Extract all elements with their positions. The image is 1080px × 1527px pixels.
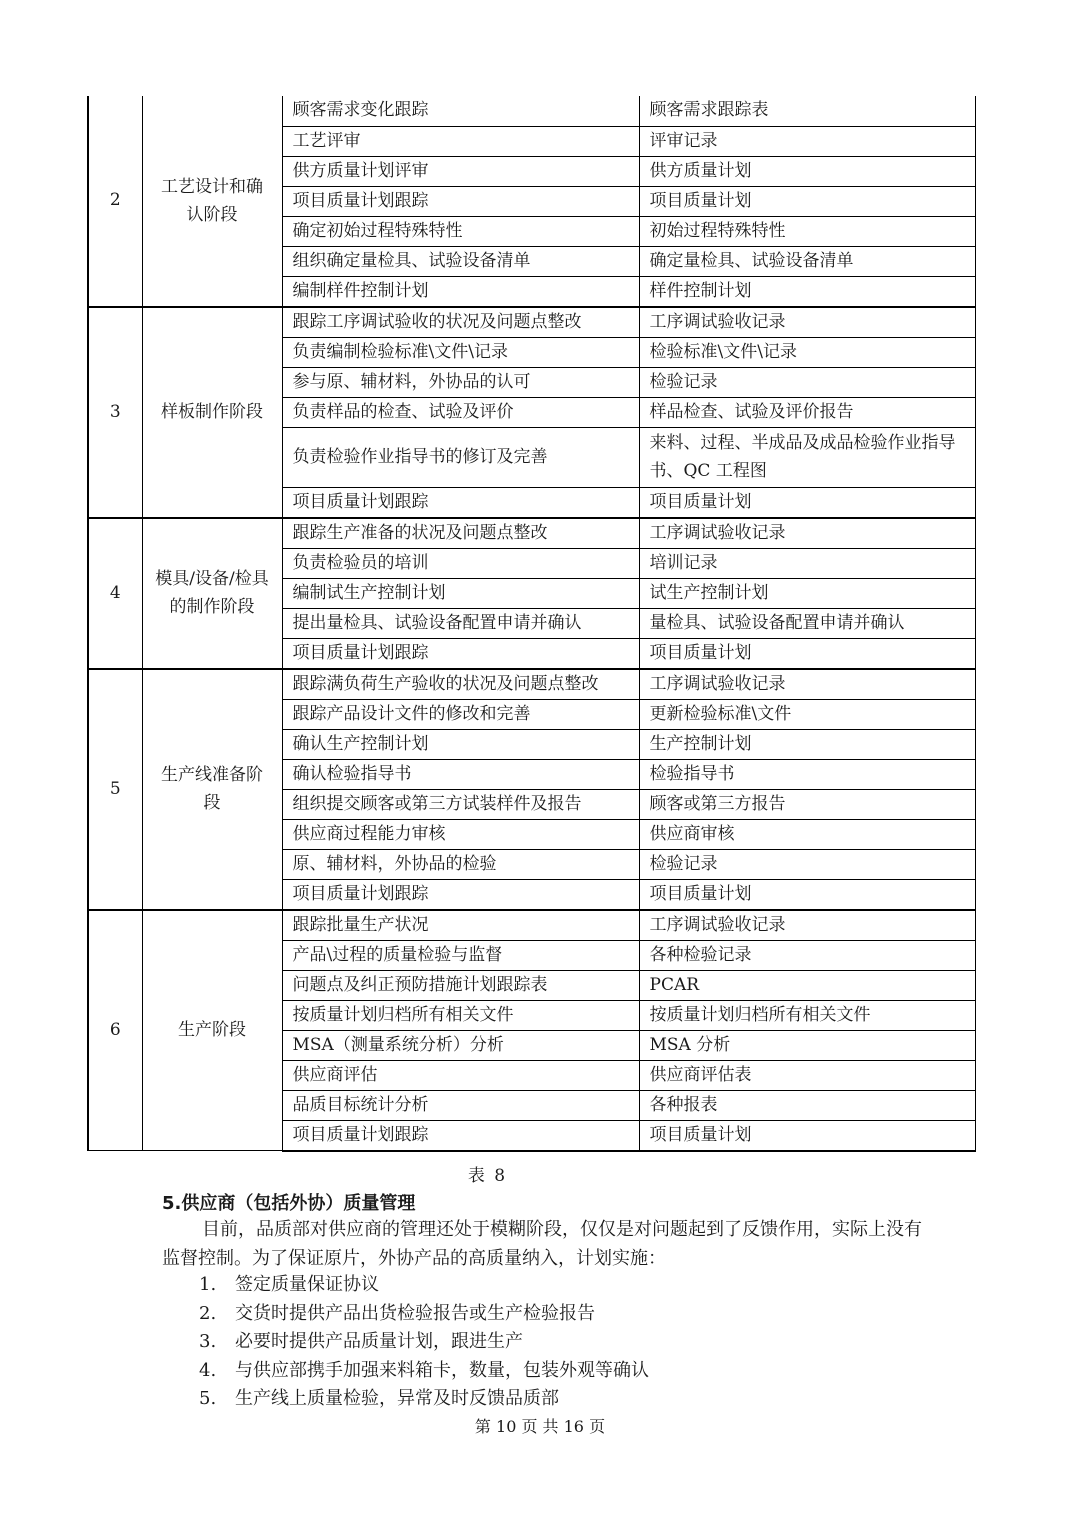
record-cell: 工序调试验收记录 (639, 518, 975, 549)
record-cell: 各种报表 (639, 1090, 975, 1120)
task-cell: 供应商过程能力审核 (282, 819, 639, 849)
record-cell: 项目质量计划 (639, 879, 975, 910)
task-cell: 负责编制检验标准\文件\记录 (282, 337, 639, 367)
section-title: 5.供应商（包括外协）质量管理 (162, 1193, 416, 1214)
record-cell: 培训记录 (639, 548, 975, 578)
plan-item (199, 1385, 649, 1414)
record-cell: 顾客或第三方报告 (639, 789, 975, 819)
task-cell: 负责检验员的培训 (282, 548, 639, 578)
record-cell: 样件控制计划 (639, 276, 975, 307)
phase-name: 生产阶段 (142, 910, 282, 1151)
plan-item-number: 2. (199, 1302, 217, 1324)
phase-group (88, 910, 975, 1151)
task-cell: 负责检验作业指导书的修订及完善 (282, 427, 639, 487)
record-cell: 供方质量计划 (639, 156, 975, 186)
quality-plan-table (87, 96, 976, 1152)
phase-number: 2 (88, 96, 142, 307)
record-cell: 初始过程特殊特性 (639, 216, 975, 246)
record-cell: 项目质量计划 (639, 186, 975, 216)
plan-item-text: 交货时提供产品出货检验报告或生产检验报告 (235, 1302, 595, 1324)
task-cell: 供应商评估 (282, 1060, 639, 1090)
task-cell: 项目质量计划跟踪 (282, 1120, 639, 1151)
record-cell: 按质量计划归档所有相关文件 (639, 1000, 975, 1030)
plan-item (199, 1271, 649, 1300)
record-cell: MSA 分析 (639, 1030, 975, 1060)
record-cell: 供应商审核 (639, 819, 975, 849)
record-cell: PCAR (639, 970, 975, 1000)
record-cell: 检验标准\文件\记录 (639, 337, 975, 367)
plan-item-number: 5. (199, 1388, 217, 1410)
task-cell: 跟踪满负荷生产验收的状况及问题点整改 (282, 669, 639, 700)
phase-group (88, 96, 975, 307)
task-cell: 品质目标统计分析 (282, 1090, 639, 1120)
phase-name: 生产线准备阶段 (142, 669, 282, 910)
task-cell: 组织提交顾客或第三方试装样件及报告 (282, 789, 639, 819)
record-cell: 工序调试验收记录 (639, 307, 975, 338)
task-cell: 跟踪批量生产状况 (282, 910, 639, 941)
phase-number: 6 (88, 910, 142, 1151)
record-cell: 更新检验标准\文件 (639, 699, 975, 729)
plan-item-text: 签定质量保证协议 (235, 1274, 379, 1295)
record-cell: 项目质量计划 (639, 638, 975, 669)
record-cell: 检验记录 (639, 849, 975, 879)
task-cell: 工艺评审 (282, 126, 639, 156)
record-cell: 生产控制计划 (639, 729, 975, 759)
plan-item (199, 1300, 649, 1329)
plan-item-text: 生产线上质量检验，异常及时反馈品质部 (235, 1388, 559, 1410)
task-cell: MSA（测量系统分析）分析 (282, 1030, 639, 1060)
phase-number: 4 (88, 518, 142, 669)
task-cell: 项目质量计划跟踪 (282, 879, 639, 910)
plan-item-number: 4. (199, 1359, 217, 1381)
record-cell: 顾客需求跟踪表 (639, 96, 975, 126)
record-cell: 试生产控制计划 (639, 578, 975, 608)
record-cell: 各种检验记录 (639, 940, 975, 970)
record-cell: 工序调试验收记录 (639, 669, 975, 700)
task-cell: 顾客需求变化跟踪 (282, 96, 639, 126)
task-cell: 组织确定量检具、试验设备清单 (282, 246, 639, 276)
phase-name: 工艺设计和确认阶段 (142, 96, 282, 307)
plan-item-text: 与供应部携手加强来料箱卡，数量，包装外观等确认 (235, 1359, 649, 1381)
task-cell: 负责样品的检查、试验及评价 (282, 397, 639, 427)
task-cell: 按质量计划归档所有相关文件 (282, 1000, 639, 1030)
task-cell: 问题点及纠正预防措施计划跟踪表 (282, 970, 639, 1000)
table-row (88, 518, 975, 549)
table-row (88, 307, 975, 338)
phase-number: 3 (88, 307, 142, 518)
phase-name: 模具/设备/检具的制作阶段 (142, 518, 282, 669)
record-cell: 来料、过程、半成品及成品检验作业指导书、QC 工程图 (639, 427, 975, 487)
task-cell: 项目质量计划跟踪 (282, 186, 639, 216)
phase-group (88, 307, 975, 518)
record-cell: 样品检查、试验及评价报告 (639, 397, 975, 427)
plan-item (199, 1328, 649, 1357)
task-cell: 确认检验指导书 (282, 759, 639, 789)
plan-item (199, 1357, 649, 1386)
task-cell: 项目质量计划跟踪 (282, 487, 639, 518)
phase-name: 样板制作阶段 (142, 307, 282, 518)
task-cell: 确定初始过程特殊特性 (282, 216, 639, 246)
phase-group (88, 669, 975, 910)
record-cell: 量检具、试验设备配置申请并确认 (639, 608, 975, 638)
task-cell: 原、辅材料，外协品的检验 (282, 849, 639, 879)
task-cell: 供方质量计划评审 (282, 156, 639, 186)
task-cell: 参与原、辅材料，外协品的认可 (282, 367, 639, 397)
phase-number: 5 (88, 669, 142, 910)
record-cell: 工序调试验收记录 (639, 910, 975, 941)
record-cell: 项目质量计划 (639, 1120, 975, 1151)
task-cell: 产品\过程的质量检验与监督 (282, 940, 639, 970)
phase-group (88, 518, 975, 669)
task-cell: 项目质量计划跟踪 (282, 638, 639, 669)
task-cell: 提出量检具、试验设备配置申请并确认 (282, 608, 639, 638)
task-cell: 跟踪产品设计文件的修改和完善 (282, 699, 639, 729)
plan-item-text: 必要时提供产品质量计划，跟进生产 (235, 1331, 523, 1353)
task-cell: 跟踪生产准备的状况及问题点整改 (282, 518, 639, 549)
plan-item-number: 1. (199, 1274, 217, 1295)
table-caption: 表 8 (467, 1166, 508, 1186)
task-cell: 编制样件控制计划 (282, 276, 639, 307)
record-cell: 检验指导书 (639, 759, 975, 789)
table-row (88, 910, 975, 941)
table-row (88, 96, 975, 126)
record-cell: 评审记录 (639, 126, 975, 156)
task-cell: 跟踪工序调试验收的状况及问题点整改 (282, 307, 639, 338)
plan-item-number: 3. (199, 1331, 217, 1353)
record-cell: 检验记录 (639, 367, 975, 397)
page-footer: 第 10 页 共 16 页 (474, 1417, 606, 1436)
plan-list (199, 1271, 649, 1414)
record-cell: 确定量检具、试验设备清单 (639, 246, 975, 276)
task-cell: 编制试生产控制计划 (282, 578, 639, 608)
table-row (88, 669, 975, 700)
task-cell: 确认生产控制计划 (282, 729, 639, 759)
section-paragraph: 目前，品质部对供应商的管理还处于模糊阶段，仅仅是对问题起到了反馈作用，实际上没有监督控制。为了保证原片，外协产品的高质量纳入，计划实施： (162, 1219, 922, 1269)
record-cell: 项目质量计划 (639, 487, 975, 518)
record-cell: 供应商评估表 (639, 1060, 975, 1090)
